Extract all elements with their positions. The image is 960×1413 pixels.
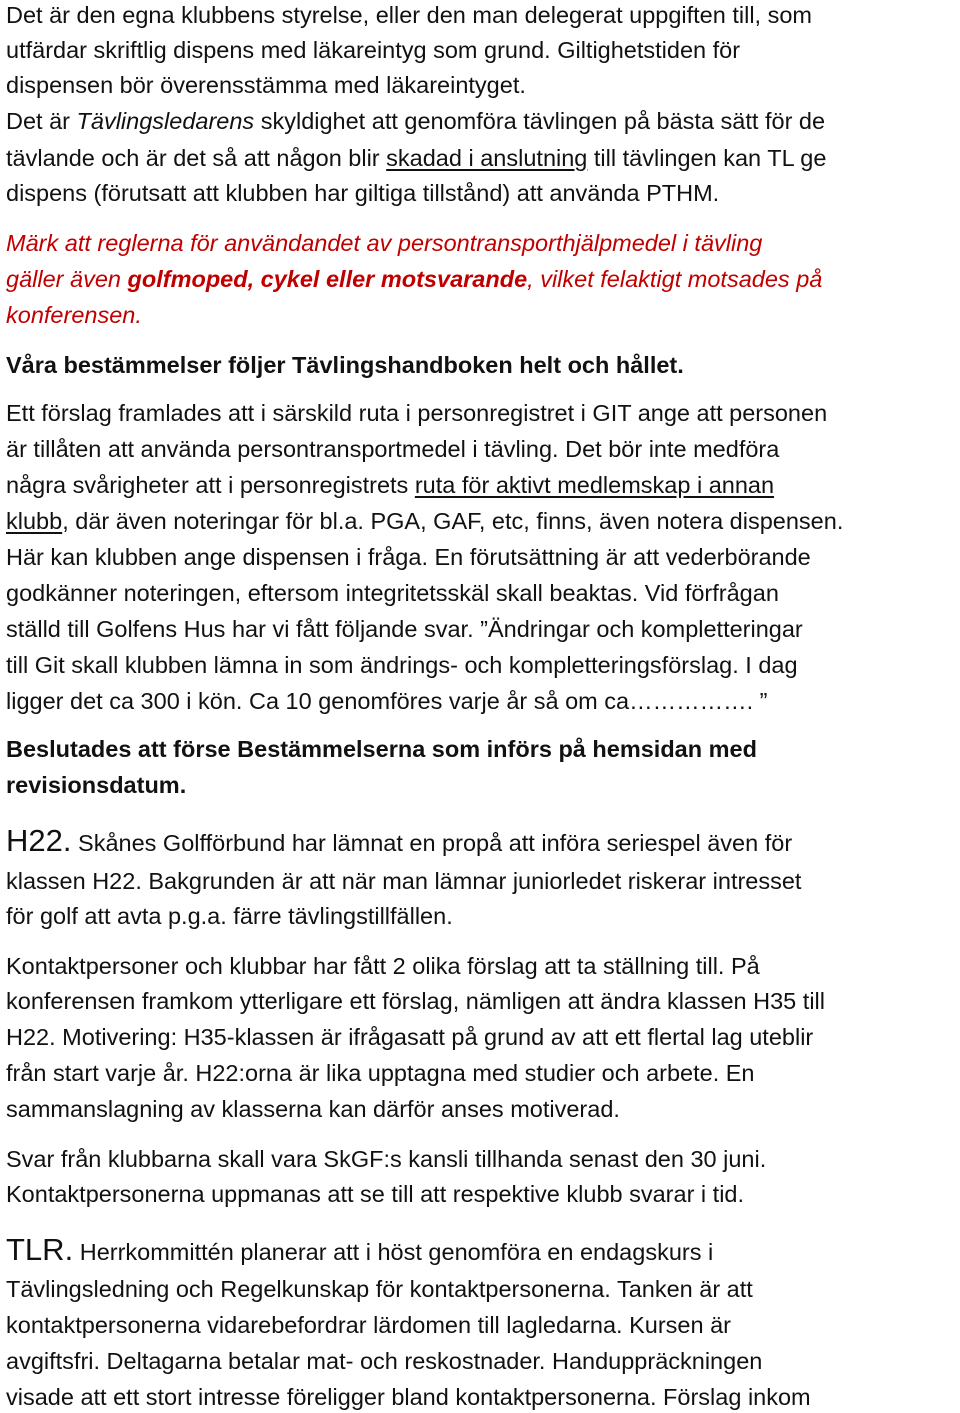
text: tävlande och är det så att någon blir bbox=[6, 145, 387, 171]
paragraph-mark-line-3: konferensen. bbox=[6, 302, 142, 328]
section-h22-line-2: klassen H22. Bakgrunden är att när man lämnar juniorledet riskerar intresset bbox=[6, 868, 802, 894]
text: Skånes Golfförbund har lämnat en propå att införa seriespel även för bbox=[71, 830, 793, 856]
section-heading-tlr: TLR. bbox=[6, 1232, 74, 1267]
text: gäller även bbox=[6, 266, 128, 292]
text: , vilket felaktigt motsades på bbox=[527, 266, 823, 292]
decision-line-2: revisionsdatum. bbox=[6, 772, 187, 798]
paragraph-svar-line-2: Kontaktpersonerna uppmanas att se till att respektive klubb svarar i tid. bbox=[6, 1181, 745, 1207]
underlined-ruta: ruta för aktivt medlemskap i annan bbox=[414, 472, 775, 498]
paragraph-forslag-line-1: Ett förslag framlades att i särskild ruta i personregistret i GIT ange att personen bbox=[6, 400, 828, 426]
text: skyldighet att genomföra tävlingen på bästa sätt för de bbox=[254, 108, 826, 134]
section-heading-h22: H22. bbox=[6, 823, 72, 858]
underlined-klubb: klubb bbox=[6, 508, 63, 534]
paragraph-svar-line-1: Svar från klubbarna skall vara SkGF:s kansli tillhanda senast den 30 juni. bbox=[6, 1146, 767, 1172]
paragraph-forslag-line-5: Här kan klubben ange dispensen i fråga. En förutsättning är att vederbörande bbox=[6, 544, 811, 570]
paragraph-kontakt-line-1: Kontaktpersoner och klubbar har fått 2 olika förslag att ta ställning till. På bbox=[6, 953, 760, 979]
text: , där även noteringar för bl.a. PGA, GAF, etc, finns, även notera dispensen. bbox=[62, 508, 844, 534]
section-h22-line-1 bbox=[6, 823, 793, 858]
paragraph-forslag-line-2: är tillåten att använda persontransportmedel i tävling. Det bör inte medföra bbox=[6, 436, 780, 462]
paragraph-forslag-line-4 bbox=[6, 506, 843, 536]
paragraph-dispens-line-2: utfärdar skriftlig dispens med läkareintyg som grund. Giltighetstiden för bbox=[6, 37, 741, 63]
emphasis-tavlingsledarens: Tävlingsledarens bbox=[76, 108, 255, 134]
decision-line-1: Beslutades att förse Bestämmelserna som införs på hemsidan med bbox=[6, 736, 757, 762]
paragraph-forslag-line-3 bbox=[6, 470, 774, 500]
section-h22-line-3: för golf att avta p.g.a. färre tävlingstillfällen. bbox=[6, 903, 453, 929]
paragraph-kontakt-line-5: sammanslagning av klasserna kan därför anses motiverad. bbox=[6, 1096, 620, 1122]
paragraph-forslag-line-8: till Git skall klubben lämna in som ändrings- och kompletteringsförslag. I dag bbox=[6, 652, 798, 678]
section-tlr-line-3: kontaktpersonerna vidarebefordrar lärdomen till lagledarna. Kursen är bbox=[6, 1312, 731, 1338]
section-tlr-line-1 bbox=[6, 1232, 714, 1267]
statement-bestammelser: Våra bestämmelser följer Tävlingshandboken helt och hållet. bbox=[6, 352, 684, 378]
bold-golfmoped: golfmoped, cykel eller motsvarande bbox=[127, 266, 528, 292]
section-tlr-line-2: Tävlingsledning och Regelkunskap för kontaktpersonerna. Tanken är att bbox=[6, 1276, 753, 1302]
text: Det är bbox=[6, 108, 77, 134]
paragraph-mark-line-2 bbox=[6, 264, 822, 294]
paragraph-dispens-line-1: Det är den egna klubbens styrelse, eller den man delegerat uppgiften till, som bbox=[6, 2, 812, 28]
paragraph-kontakt-line-2: konferensen framkom ytterligare ett förslag, nämligen att ändra klassen H35 till bbox=[6, 988, 825, 1014]
paragraph-mark-line-1: Märk att reglerna för användandet av persontransporthjälpmedel i tävling bbox=[6, 230, 763, 256]
paragraph-kontakt-line-4: från start varje år. H22:orna är lika upptagna med studier och arbete. En bbox=[6, 1060, 755, 1086]
underlined-skadad: skadad i anslutning bbox=[386, 145, 588, 171]
paragraph-forslag-line-9: ligger det ca 300 i kön. Ca 10 genomföres varje år så om ca……………. ” bbox=[6, 688, 768, 714]
text: till tävlingen kan TL ge bbox=[587, 145, 827, 171]
paragraph-dispens-line-3: dispensen bör överensstämma med läkareintyget. bbox=[6, 72, 526, 98]
paragraph-kontakt-line-3: H22. Motivering: H35-klassen är ifrågasatt på grund av att ett flertal lag uteblir bbox=[6, 1024, 814, 1050]
paragraph-tl-line-3: dispens (förutsatt att klubben har giltiga tillstånd) att använda PTHM. bbox=[6, 180, 720, 206]
paragraph-forslag-line-6: godkänner noteringen, eftersom integritetsskäl skall beaktas. Vid förfrågan bbox=[6, 580, 779, 606]
section-tlr-line-5: visade att ett stort intresse föreligger bland kontaktpersonerna. Förslag inkom bbox=[6, 1384, 811, 1410]
text: Herrkommittén planerar att i höst genomföra en endagskurs i bbox=[73, 1239, 714, 1265]
paragraph-tl-line-2 bbox=[6, 143, 826, 173]
paragraph-tl-line-1 bbox=[6, 106, 825, 136]
text: några svårigheter att i personregistrets bbox=[6, 472, 415, 498]
section-tlr-line-4: avgiftsfri. Deltagarna betalar mat- och reskostnader. Handuppräckningen bbox=[6, 1348, 763, 1374]
paragraph-forslag-line-7: ställd till Golfens Hus har vi fått följande svar. ”Ändringar och kompletteringar bbox=[6, 616, 803, 642]
